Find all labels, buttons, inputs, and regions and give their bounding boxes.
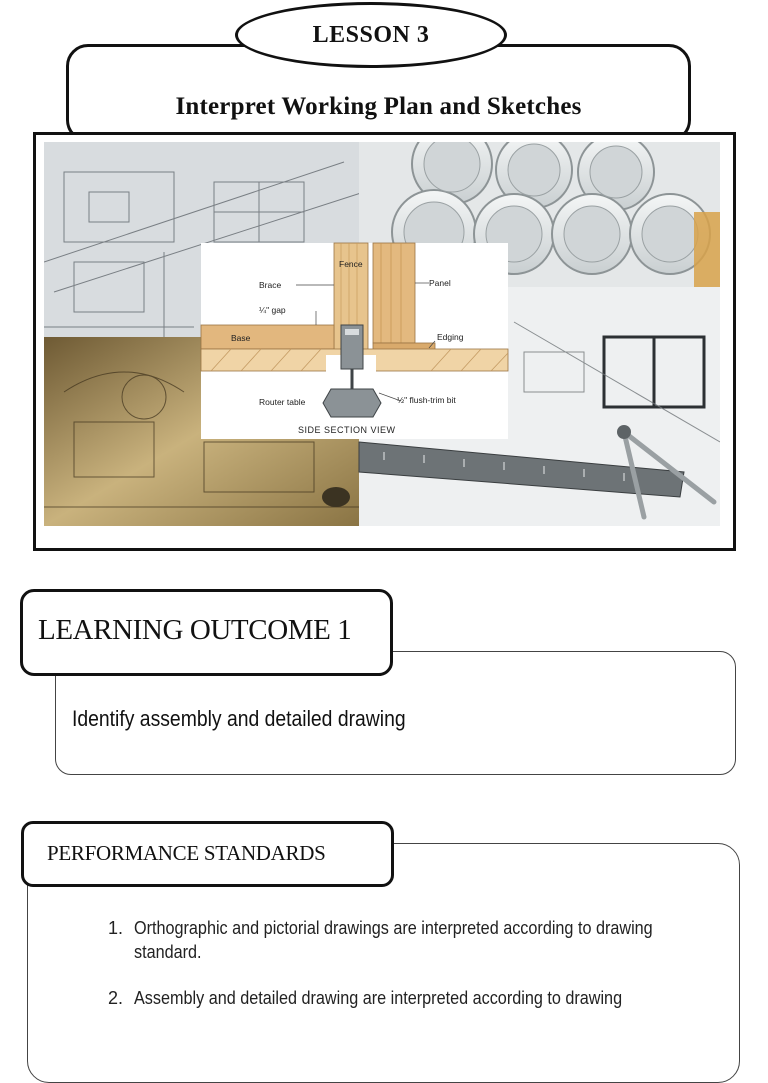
performance-standards-list bbox=[108, 916, 728, 1032]
label-gap: ¼" gap bbox=[259, 305, 286, 315]
lesson-label: LESSON 3 bbox=[312, 21, 430, 48]
working-plans-collage bbox=[44, 142, 720, 526]
list-item-text: Orthographic and pictorial drawings are interpreted according to drawing standard. bbox=[134, 918, 653, 962]
label-brace: Brace bbox=[259, 280, 282, 290]
list-item-text: Assembly and detailed drawing are interpreted according to drawing bbox=[134, 988, 623, 1008]
collage-illustration bbox=[44, 142, 720, 526]
side-section-diagram bbox=[201, 243, 508, 439]
list-item-number: 1. bbox=[108, 918, 124, 938]
label-edging: Edging bbox=[437, 332, 464, 342]
label-flush-trim-bit: ½" flush-trim bit bbox=[397, 395, 456, 405]
label-fence: Fence bbox=[339, 259, 363, 269]
list-item bbox=[108, 916, 728, 964]
lesson-label-oval bbox=[235, 2, 507, 68]
list-item bbox=[108, 986, 728, 1010]
lesson-title: Interpret Working Plan and Sketches bbox=[175, 93, 582, 120]
list-item-number: 2. bbox=[108, 988, 124, 1008]
label-router-table: Router table bbox=[259, 397, 306, 407]
performance-standards-heading: PERFORMANCE STANDARDS bbox=[21, 821, 394, 887]
learning-outcome-heading: LEARNING OUTCOME 1 bbox=[20, 589, 393, 676]
label-side-section-view: SIDE SECTION VIEW bbox=[298, 425, 396, 435]
label-panel: Panel bbox=[429, 278, 451, 288]
learning-outcome-text: Identify assembly and detailed drawing bbox=[72, 706, 406, 731]
label-base: Base bbox=[231, 333, 251, 343]
